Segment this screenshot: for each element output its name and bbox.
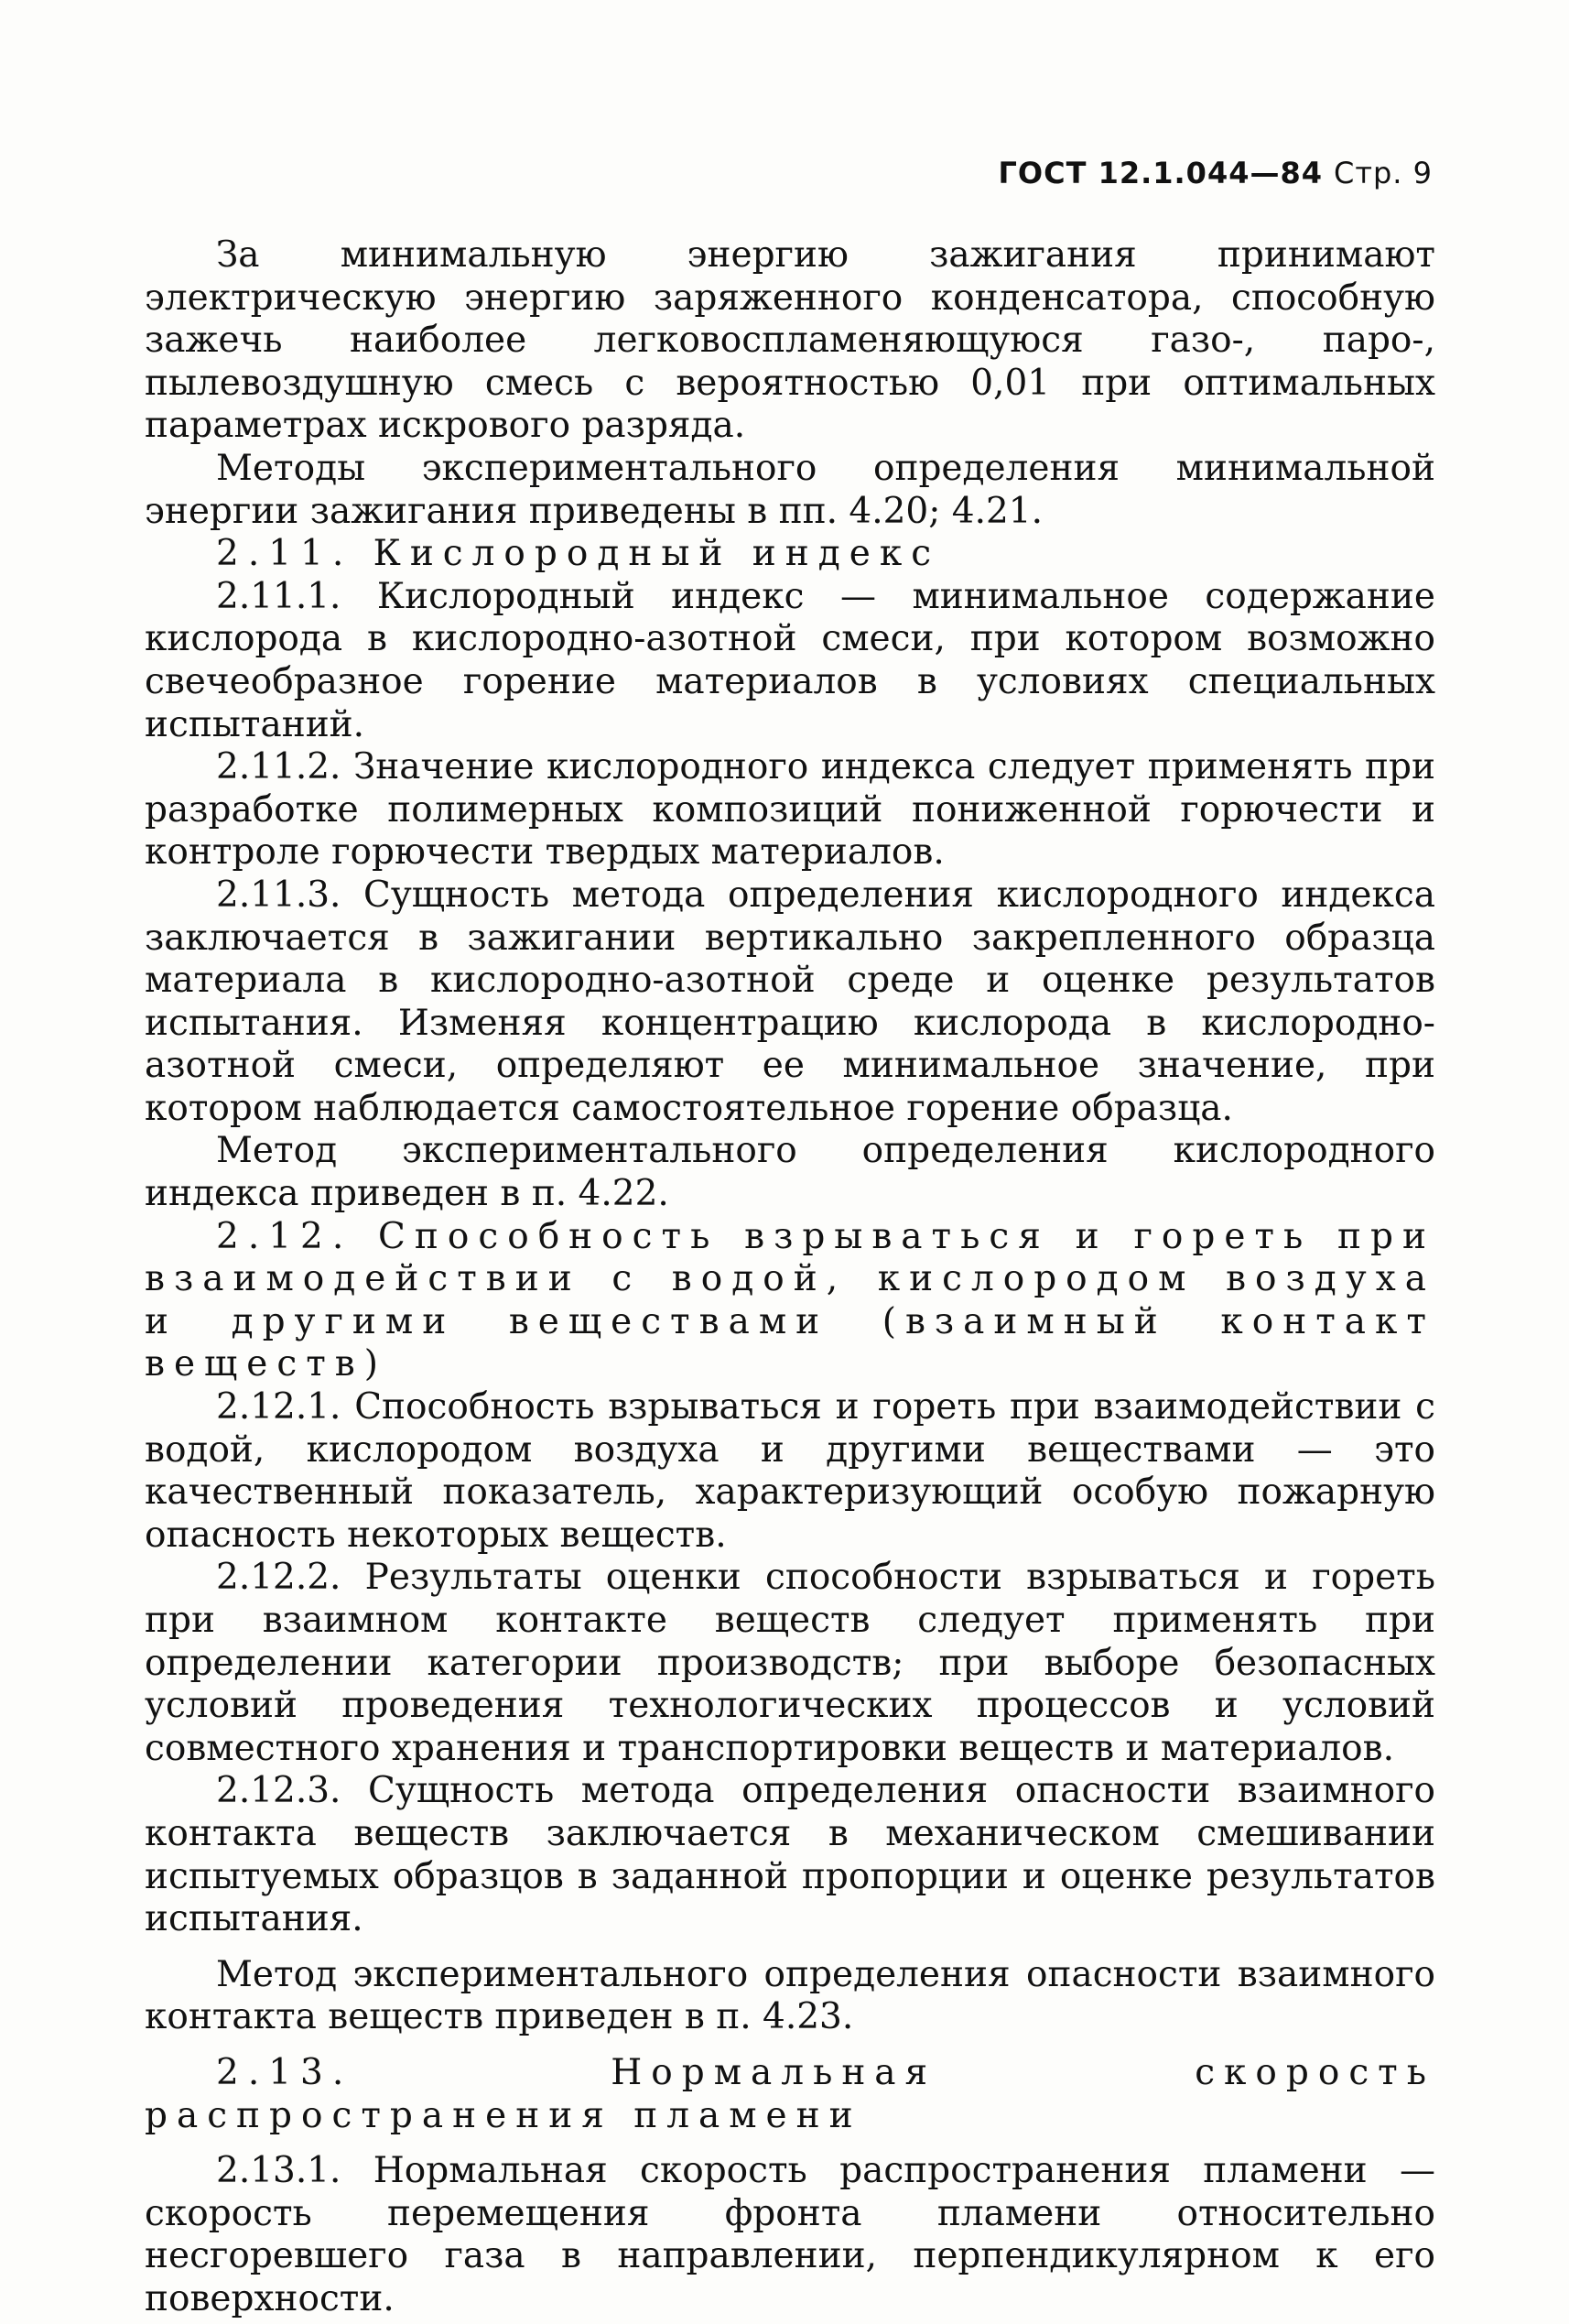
page-number: Стр. 9: [1334, 156, 1433, 190]
paragraph-2-12-2: 2.12.2. Результаты оценки способности взрываться и гореть при взаимном контакте веществ следует применять при определении категории производств; при выборе безопасных условий проведения технологических процессов и условий совместного хранения и транспортировки веществ и материалов.: [145, 1557, 1435, 1769]
section-heading-2-11: 2.11. Кислородный индекс: [216, 533, 941, 575]
paragraph-2-12-3: 2.12.3. Сущность метода определения опасности взаимного контакта веществ заключается в механическом смешивании испытуемых образцов в заданной пропорции и оценке результатов испытания.: [145, 1770, 1435, 1940]
paragraph-2-13-1: 2.13.1. Нормальная скорость распространения пламени — скорость перемещения фронта пламени относительно несгоревшего газа в направлении, перпендикулярном к его поверхности.: [145, 2150, 1435, 2319]
paragraph-2-11-3: 2.11.3. Сущность метода определения кислородного индекса заключается в зажигании вертикально закрепленного образца материала в кислородно-азотной среде и оценке результатов испытания. Изменяя концентрацию кислорода в кислородно-азотной смеси, определяют ее минимальное значение, при котором наблюдается самостоятельное горение образца.: [145, 874, 1435, 1129]
standard-code: ГОСТ 12.1.044—84: [998, 156, 1323, 190]
page-header: [961, 156, 1433, 190]
document-body: [145, 234, 1435, 2321]
paragraph-method-ref-4-23: Метод экспериментального определения опасности взаимного контакта веществ приведен в п. 4.23.: [145, 1953, 1435, 2038]
paragraph-min-ignition-energy: За минимальную энергию зажигания принимают электрическую энергию заряженного конденсатора, способную зажечь наиболее легковоспламеняющуюся газо-, паро-, пылевоздушную смесь с вероятностью 0,01 при оптимальных параметрах искрового разряда.: [145, 234, 1435, 447]
paragraph-method-ref-4-22: Метод экспериментального определения кислородного индекса приведен в п. 4.22.: [145, 1130, 1435, 1215]
paragraph-2-12-1: 2.12.1. Способность взрываться и гореть при взаимодействии с водой, кислородом воздуха и другими веществами — это качественный показатель, характеризующий особую пожарную опасность некоторых веществ.: [145, 1386, 1435, 1556]
section-heading-2-12: 2.12. Способность взрываться и гореть при взаимодействии с водой, кислородом воздуха и другими веществами (взаимный контакт веществ): [145, 1215, 1435, 1385]
section-heading-2-13: 2.13. Нормальная скорость распространения пламени: [145, 2051, 1435, 2136]
paragraph-methods-ref-4-20: Методы экспериментального определения минимальной энергии зажигания приведены в пп. 4.20; 4.21.: [145, 447, 1435, 532]
paragraph-2-11-2: 2.11.2. Значение кислородного индекса следует применять при разработке полимерных композиций пониженной горючести и контроле горючести твердых материалов.: [145, 746, 1435, 874]
paragraph-2-11-1: 2.11.1. Кислородный индекс — минимальное содержание кислорода в кислородно-азотной смеси, при котором возможно свечеобразное горение материалов в условиях специальных испытаний.: [145, 575, 1435, 745]
